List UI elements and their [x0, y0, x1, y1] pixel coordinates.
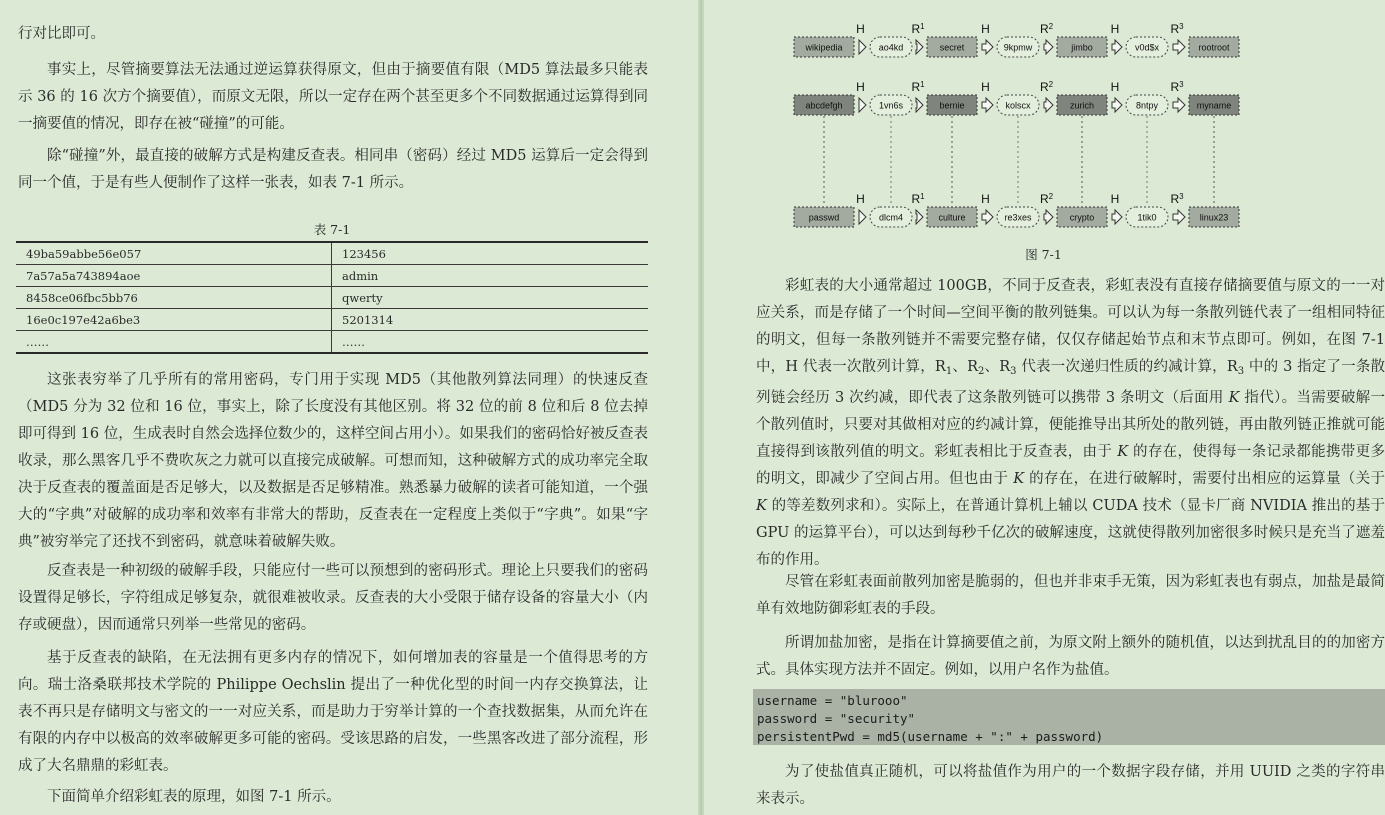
node-label: jimbo — [1071, 42, 1093, 53]
operation-label: $R^3$ — [1170, 22, 1184, 36]
node-label: rootroot — [1198, 42, 1230, 53]
operation-label: $R^2$ — [1039, 80, 1054, 94]
password-cell: 5201314 — [332, 309, 649, 331]
arrow-icon — [1112, 40, 1122, 54]
arrow-icon — [916, 98, 923, 112]
node-label: passwd — [808, 212, 840, 223]
paragraph-6: 基于反查表的缺陷，在无法拥有更多内存的情况下，如何增加表的容量是一个值得思考的方向。瑞士洛桑联邦技术学院的 Philippe Oechslin 提出了一种优化型的时间一内存交换算法，让表不再只是存储明文与密文的一一对应关系，而是助力于穷举计算的一个查找数据集，从而允许在有限的内存中以极高的效率破解更多可能的密码。受该思路的启发，一些黑客改进了部分流程，形成了大名鼎鼎的彩虹表。 — [18, 650, 648, 774]
code-line: persistentPwd = md5(username + ":" + password) — [757, 729, 1104, 744]
node-label: dlcm4 — [878, 212, 904, 223]
paragraph-3: 除“碰撞”外，最直接的破解方式是构建反查表。相同串（密码）经过 MD5 运算后一定会得到同一个值，于是有些人便制作了这样一张表，如表 7-1 所示。 — [18, 148, 648, 191]
operation-label: $R^1$ — [911, 80, 925, 94]
operation-label: H — [856, 22, 865, 36]
arrow-icon — [916, 40, 923, 54]
paragraph-salt-definition: 所谓加盐加密，是指在计算摘要值之前，为原文附上额外的随机值，以达到扰乱目的的加密方式。具体实现方法并不固定。例如，以用户名作为盐值。 — [756, 635, 1385, 678]
arrow-icon — [916, 210, 923, 224]
operation-label: H — [856, 192, 865, 206]
table-caption: 表 7-1 — [313, 222, 351, 237]
hash-cell: 49ba59abbe56e057 — [16, 242, 332, 265]
arrow-icon — [1173, 210, 1185, 224]
operation-label: H — [981, 192, 990, 206]
hash-cell: 16e0c197e42a6be3 — [16, 309, 332, 331]
paragraph-4: 这张表穷举了几乎所有的常用密码，专门用于实现 MD5（其他散列算法同理）的快速反查（MD5 分为 32 位和 16 位，事实上，除了长度没有其他区别。将 32 位的前 8 位和后 8 位去掉即可得到 16 位，生成表时自然会选择位数少的，这样空间占用小）。如果我们的密码恰好被反查表收录，那么黑客几乎不费吹灰之力就可以直接完成破解。可想而知，这种破解方式的成功率完全取决于反查表的覆盖面是否足够大，以及数据是否足够精准。熟悉暴力破解的读者可能知道，一个强大的“字典”对破解的成功率和效率有非常大的帮助，反查表在一定程度上类似于“字典”。如果“字典”被穷举完了还找不到密码，就意味着破解失败。 — [18, 372, 648, 550]
lookup-table — [16, 241, 648, 354]
node-label: 1vn6s — [878, 100, 904, 111]
operation-label: H — [1110, 22, 1120, 36]
node-label: linux23 — [1199, 212, 1229, 223]
arrow-icon — [982, 98, 993, 112]
arrow-icon — [1044, 210, 1053, 224]
node-label: kolscx — [1005, 100, 1031, 111]
table-row — [16, 331, 648, 354]
operation-label: H — [1110, 80, 1120, 94]
table-row — [16, 309, 648, 331]
node-label: v0d$x — [1134, 42, 1160, 53]
operation-label: $R^1$ — [911, 192, 925, 206]
figure-caption: 图 7-1 — [1025, 247, 1062, 262]
operation-label: $R^2$ — [1039, 22, 1054, 36]
paragraph-1: 行对比即可。 — [18, 26, 105, 42]
operation-label: $R^3$ — [1170, 192, 1184, 206]
arrow-icon — [1112, 98, 1122, 112]
operation-label: $R^3$ — [1170, 80, 1184, 94]
arrow-icon — [1112, 210, 1122, 224]
node-label: secret — [939, 42, 965, 53]
hash-cell: 8458ce06fbc5bb76 — [16, 287, 332, 309]
hash-cell: 7a57a5a743894aoe — [16, 265, 332, 287]
arrow-icon — [982, 40, 993, 54]
node-label: myname — [1196, 100, 1232, 111]
paragraph-rainbow: 彩虹表的大小通常超过 100GB，不同于反查表，彩虹表没有直接存储摘要值与原文的一一对应关系，而是存储了一个时间—空间平衡的散列链集。可以认为每一条散列链代表了一组相同特征的明文，但每一条散列链并不需要完整存储，仅仅存储起始节点和末节点即可。例如，在图 7-1 中，H 代表一次散列计算，$R_1$、$R_2$、$R_3$ 代表一次递归性质的约减计算，$R_3$ 中的 3 指定了一条散列链会经历 3 次约减，即代表了这条散列链可以携带 3 条明文（后面用 K 指代）。当需要破解一个散列值时，只要对其做相对应的约减计算，便能推导出其所处的散列链，再由散列链正推就可能直接得到该散列值的明文。彩虹表相比于反查表，由于 K 的存在，使得每一条记录都能携带更多的明文，即减少了空间占用。但也由于 K 的存在，在进行破解时，需要付出相应的运算量（关于 K 的等差数列求和）。实际上，在普通计算机上辅以 CUDA 技术（显卡厂商 NVIDIA 推出的基于 GPU 的运算平台），可以达到每秒千亿次的破解速度，这就使得散列加密很多时候只是充当了遮羞布的作用。 — [756, 278, 1385, 568]
node-label: 8ntpy — [1135, 100, 1159, 111]
arrow-icon — [859, 40, 866, 54]
table-row — [16, 265, 648, 287]
code-line: username = "blurooo" — [757, 693, 908, 708]
node-label: abcdefgh — [805, 100, 843, 111]
hash-cell: …… — [16, 331, 332, 354]
password-cell: …… — [332, 331, 649, 354]
node-label: 1tik0 — [1137, 212, 1157, 223]
operation-label: $R^2$ — [1039, 192, 1054, 206]
password-cell: qwerty — [332, 287, 649, 309]
arrow-icon — [859, 210, 866, 224]
paragraph-salt-intro: 尽管在彩虹表面前散列加密是脆弱的，但也并非束手无策，因为彩虹表也有弱点，加盐是最简单有效地防御彩虹表的手段。 — [756, 574, 1385, 617]
code-line: password = "security" — [757, 711, 916, 726]
operation-label: H — [856, 80, 865, 94]
operation-label: H — [1110, 192, 1120, 206]
arrow-icon — [982, 210, 993, 224]
password-cell: 123456 — [332, 242, 649, 265]
code-block — [753, 689, 1385, 745]
arrow-icon — [859, 98, 866, 112]
node-label: culture — [938, 212, 966, 223]
node-label: 9kpmw — [1003, 42, 1033, 53]
operation-label: $R^1$ — [911, 22, 925, 36]
rainbow-table-figure — [792, 22, 1352, 237]
arrow-icon — [1044, 40, 1053, 54]
table-row — [16, 242, 648, 265]
table-row — [16, 287, 648, 309]
node-label: bernie — [939, 100, 965, 111]
node-label: crypto — [1069, 212, 1095, 223]
operation-label: H — [981, 80, 990, 94]
node-label: wikipedia — [805, 42, 843, 53]
arrow-icon — [1173, 40, 1185, 54]
arrow-icon — [1044, 98, 1053, 112]
node-label: zurich — [1069, 100, 1095, 111]
node-label: ao4kd — [878, 42, 904, 53]
paragraph-5: 反查表是一种初级的破解手段，只能应付一些可以预想到的密码形式。理论上只要我们的密码设置得足够长，字符组成足够复杂，就很难被收录。反查表的大小受限于储存设备的容量大小（内存或硬盘），因而通常只列举一些常见的密码。 — [18, 563, 648, 633]
paragraph-7: 下面简单介绍彩虹表的原理，如图 7-1 所示。 — [47, 789, 341, 805]
operation-label: H — [981, 22, 990, 36]
paragraph-salt-random: 为了使盐值真正随机，可以将盐值作为用户的一个数据字段存储，并用 UUID 之类的字符串来表示。 — [756, 764, 1385, 807]
password-cell: admin — [332, 265, 649, 287]
arrow-icon — [1173, 98, 1185, 112]
paragraph-2: 事实上，尽管摘要算法无法通过逆运算获得原文，但由于摘要值有限（MD5 算法最多只能表示 36 的 16 次方个摘要值），而原文无限，所以一定存在两个甚至更多个不同数据通过运算得到同一摘要值的情况，即存在被“碰撞”的可能。 — [18, 62, 648, 132]
node-label: re3xes — [1004, 212, 1032, 223]
